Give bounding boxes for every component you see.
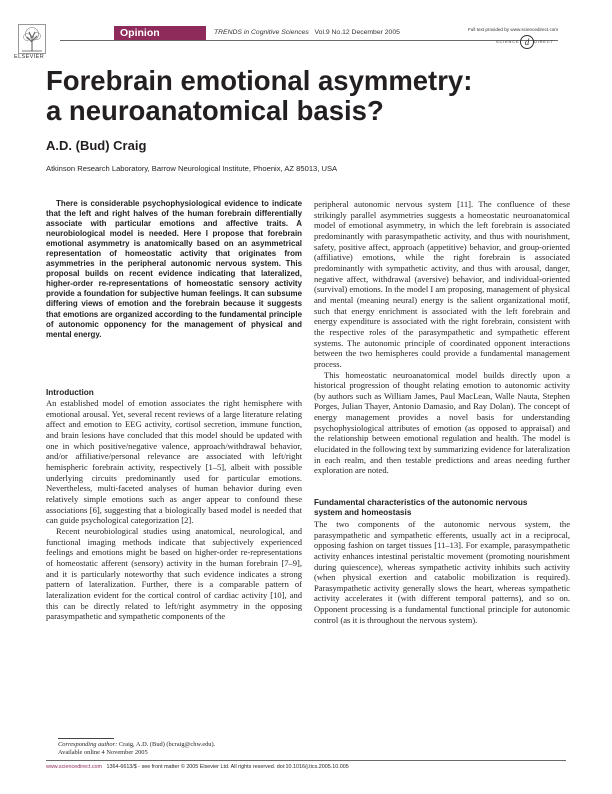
footer-copyright: 1364-6613/$ - see front matter © 2005 Elsevier Ltd. All rights reserved. doi:10.1016/j.tics.2005.10.005 (106, 764, 349, 770)
section-badge (114, 26, 206, 40)
publisher-wordmark: ELSEVIER (14, 54, 45, 60)
journal-info (214, 29, 400, 36)
journal-issue: Vol.9 No.12 December 2005 (314, 29, 400, 36)
sciencedirect-logo (496, 35, 556, 49)
intro-paragraph-1: An established model of emotion associates the right hemisphere with emotional arousal. Yet, several recent reviews of a large literature relating affect and emotion to EEG activity, cortisol secretion, immune function, and brain lesions have concluded that this model should be updated with one in which positive/negative valence, approach/withdrawal behavior, and/or affiliative/personal relevance are associated with left/right hemispheric forebrain activity, respectively [1–5], albeit with possible underlying circuits predominantly used for particular emotions. Nevertheless, multi-faceted analyses of human behavior during even relatively simple emotions such as anger appear to confound these associations [6], suggesting that a biologically based model is needed that can guide psychological categorization [2]. (46, 398, 302, 526)
footer-link[interactable]: www.sciencedirect.com (46, 764, 103, 770)
header-rule (60, 40, 558, 41)
footnote-author: Craig, A.D. (Bud) (bcraig@chw.edu). (118, 741, 216, 748)
sd-logo-left: SCIENCE (496, 39, 520, 44)
section-heading-line-1: Fundamental characteristics of the autonomic nervous (314, 498, 528, 508)
intro-paragraph-2: Recent neurobiological studies using anatomical, neurological, and functional imaging methods indicate that subjectively experienced feelings and emotions might be based on higher-order re-representations of homeostatic afferent (sensory) activity in the human forebrain [7–9], and it is particularly noteworthy that such evidence indicates a strong pattern of lateralization. Further, there is a comparable pattern of lateralization evident for the cortical control of cardiac activity [10], and this can be directly related to left/right asymmetry in the opposing parasympathetic and sympathetic components of the (46, 525, 302, 622)
footnote (58, 741, 215, 757)
page-footer (46, 764, 349, 770)
article-title-line-1: Forebrain emotional asymmetry: (46, 65, 473, 96)
left-column (46, 199, 302, 622)
journal-name: TRENDS in Cognitive Sciences (214, 29, 309, 36)
body-paragraph-1: peripheral autonomic nervous system [11]. The confluence of these strikingly parallel asymmetries suggests a homeostatic neuroanatomical model of emotional asymmetry, in which the left forebrain is associated predominantly with parasympathetic activity, and thus with nourishment, safety, positive affect, approach (appetitive) behavior, and group-oriented (affiliative) emotions, while the right forebrain is associated predominantly with sympathetic activity, and thus with arousal, danger, negative affect, withdrawal (aversive) behavior, and individual-oriented (survival) emotions. In the model I am proposing, management of physical and mental (meaning neural) energy is the salient organizational motif, such that energy enrichment is associated with the left forebrain and energy expenditure is associated with the right forebrain, consistent with the respective roles of the parasympathetic and sympathetic efferent systems. The autonomic principle of coordinated opponent interactions between the two hemispheres could provide a fundamental management process. (314, 199, 570, 369)
right-column (314, 199, 570, 625)
sd-logo-mark: d (520, 35, 534, 49)
section-badge-label: Opinion (120, 27, 160, 39)
abstract: There is considerable psychophysiological evidence to indicate that the left and right halves of the human forebrain differentially associate with particular emotions and affective traits. A neurobiological model is needed. Here I propose that forebrain emotional asymmetry is anatomically based on an asymmetrical representation of homeostatic activity that originates from asymmetries in the peripheral autonomic nervous system. This proposal builds on recent evidence indicating that lateralized, higher-order re-representations of homeostatic sensory activity provide a foundation for subjective human feelings. It can subsume differing views of emotion and the forebrain because it suggests that emotions are organized according to the fundamental principle of autonomic opponency for the management of physical and mental energy. (46, 199, 302, 339)
footnote-available: Available online 4 November 2005 (58, 749, 148, 756)
section-heading-introduction: Introduction (46, 387, 94, 397)
footnote-label: Corresponding author: (58, 741, 118, 748)
author-name: A.D. (Bud) Craig (46, 138, 147, 153)
sd-logo-right: DIRECT (534, 39, 554, 44)
fulltext-notice: Full text provided by www.sciencedirect.com (468, 27, 559, 32)
article-title (46, 66, 566, 126)
section-heading-fundamental (314, 498, 570, 519)
fundamental-paragraph-1: The two components of the autonomic nervous system, the parasympathetic and sympathetic efferents, usually act in a reciprocal, opposing fashion on target tissues [11–13]. For example, parasympathetic activity enhances intestinal peristaltic movement (promoting nourishment during quiescence), whereas sympathetic activity inhibits such activity (when physical exertion and catabolic mobilization is required). Parasympathetic activity generally slows the heart, whereas sympathetic activity accelerates it (with different temporal patterns), and so on. Opponent processing is a fundamental functional principle for autonomic control (as it is throughout the nervous system). (314, 518, 570, 625)
footer-rule (46, 760, 566, 761)
elsevier-tree-logo (18, 24, 46, 54)
footnote-rule (58, 738, 114, 739)
body-paragraph-2: This homeostatic neuroanatomical model builds directly upon a historical progression of thought relating emotion to autonomic activity (by authors such as William James, Paul MacLean, Walle Nauta, Stephen Porges, Julian Thayer, Antonio Damasio, and Ray Dolan). The concept of energy management provides a novel basis for understanding psychophysiological attributes of emotion (as opposed to appraisal) and the relationship between emotional regulation and health. The model is elucidated in the following text by summarizing evidence for lateralization in each realm, and then testable predictions and areas needing further exploration are noted. (314, 369, 570, 476)
author-affiliation: Atkinson Research Laboratory, Barrow Neurological Institute, Phoenix, AZ 85013, USA (46, 164, 338, 173)
article-title-line-2: a neuroanatomical basis? (46, 95, 384, 126)
section-heading-line-2: system and homeostasis (314, 508, 412, 518)
